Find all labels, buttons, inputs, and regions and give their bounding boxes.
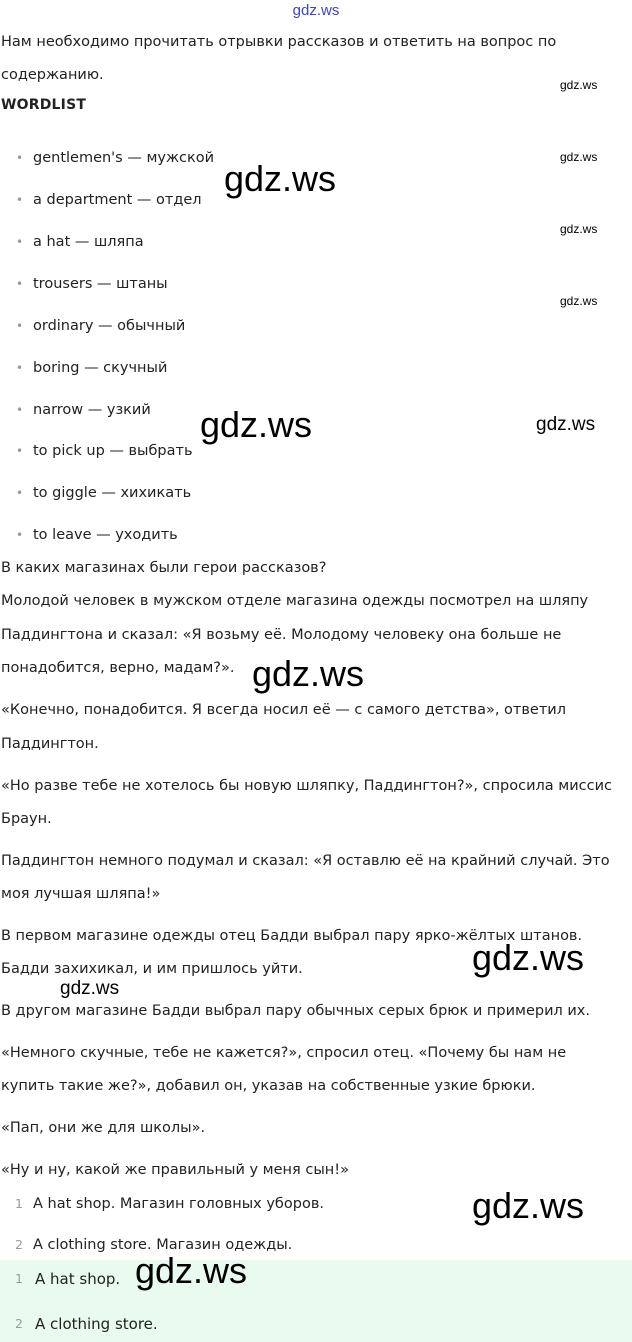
wordlist-item: • gentlemen's — мужской [16,150,215,166]
wordlist-heading: WORDLIST [1,97,87,113]
story-line: Паддингтон. [1,736,99,752]
answer-item: 2 A clothing store. [15,1315,158,1333]
wordlist-item: • to giggle — хихикать [16,485,192,501]
bullet-icon: • [16,486,24,500]
story-line: «Ну и ну, какой же правильный у меня сын!» [1,1162,349,1178]
watermark: gdz.ws [560,294,598,308]
option-item: 2 A clothing store. Магазин одежды. [15,1237,293,1253]
story-line: В другом магазине Бадди выбрал пару обычных серых брюк и примерил их. [1,1003,590,1019]
watermark: gdz.ws [252,653,365,694]
story-line: моя лучшая шляпа!» [1,886,161,902]
watermark-top: gdz.ws [292,2,340,19]
wordlist-item: • boring — скучный [16,360,168,376]
story-line: Молодой человек в мужском отделе магазина одежды посмотрел на шляпу [1,593,589,609]
bullet-icon: • [16,361,24,375]
story-line: купить такие же?», добавил он, указав на собственные узкие брюки. [1,1078,536,1094]
wordlist-item: • narrow — узкий [16,402,151,418]
story-line: «Пап, они же для школы». [1,1120,206,1136]
bullet-icon: • [16,151,24,165]
bullet-icon: • [16,403,24,417]
watermark: gdz.ws [560,78,598,92]
wordlist-item: • a department — отдел [16,192,202,208]
watermark: gdz.ws [224,158,337,199]
watermark: gdz.ws [60,978,120,999]
story-line: «Конечно, понадобится. Я всегда носил её — с самого детства», ответил [1,702,566,718]
wordlist-item: • to pick up — выбрать [16,443,193,459]
watermark: gdz.ws [536,414,596,435]
wordlist-item: • to leave — уходить [16,527,178,543]
story-line: Паддингтон немного подумал и сказал: «Я оставлю её на крайний случай. Это [1,853,610,869]
story-line: «Но разве тебе не хотелось бы новую шляпку, Паддингтон?», спросила миссис [1,778,612,794]
bullet-icon: • [16,235,24,249]
watermark: gdz.ws [200,404,313,445]
story-line: «Немного скучные, тебе не кажется?», спросил отец. «Почему бы нам не [1,1045,567,1061]
story-line: Паддингтона и сказал: «Я возьму её. Молодому человеку она больше не [1,627,562,643]
story-line: Бадди захихикал, и им пришлось уйти. [1,961,303,977]
bullet-icon: • [16,319,24,333]
story-line: Браун. [1,811,52,827]
watermark: gdz.ws [135,1250,248,1291]
bullet-icon: • [16,277,24,291]
watermark: gdz.ws [560,150,598,164]
wordlist-item: • ordinary — обычный [16,318,186,334]
intro-line-1: Нам необходимо прочитать отрывки рассказов и ответить на вопрос по [1,34,557,50]
wordlist-item: • trousers — штаны [16,276,168,292]
watermark: gdz.ws [560,222,598,236]
question-text: В каких магазинах были герои рассказов? [1,560,327,576]
bullet-icon: • [16,444,24,458]
answer-item: 1 A hat shop. [15,1270,121,1288]
bullet-icon: • [16,528,24,542]
watermark: gdz.ws [472,937,585,978]
option-item: 1 A hat shop. Магазин головных уборов. [15,1196,324,1212]
story-line: В первом магазине одежды отец Бадди выбрал пару ярко-жёлтых штанов. [1,928,583,944]
watermark: gdz.ws [472,1185,585,1226]
story-line: понадобится, верно, мадам?». [1,660,235,676]
intro-line-2: содержанию. [1,67,104,83]
bullet-icon: • [16,193,24,207]
wordlist-item: • a hat — шляпа [16,234,144,250]
